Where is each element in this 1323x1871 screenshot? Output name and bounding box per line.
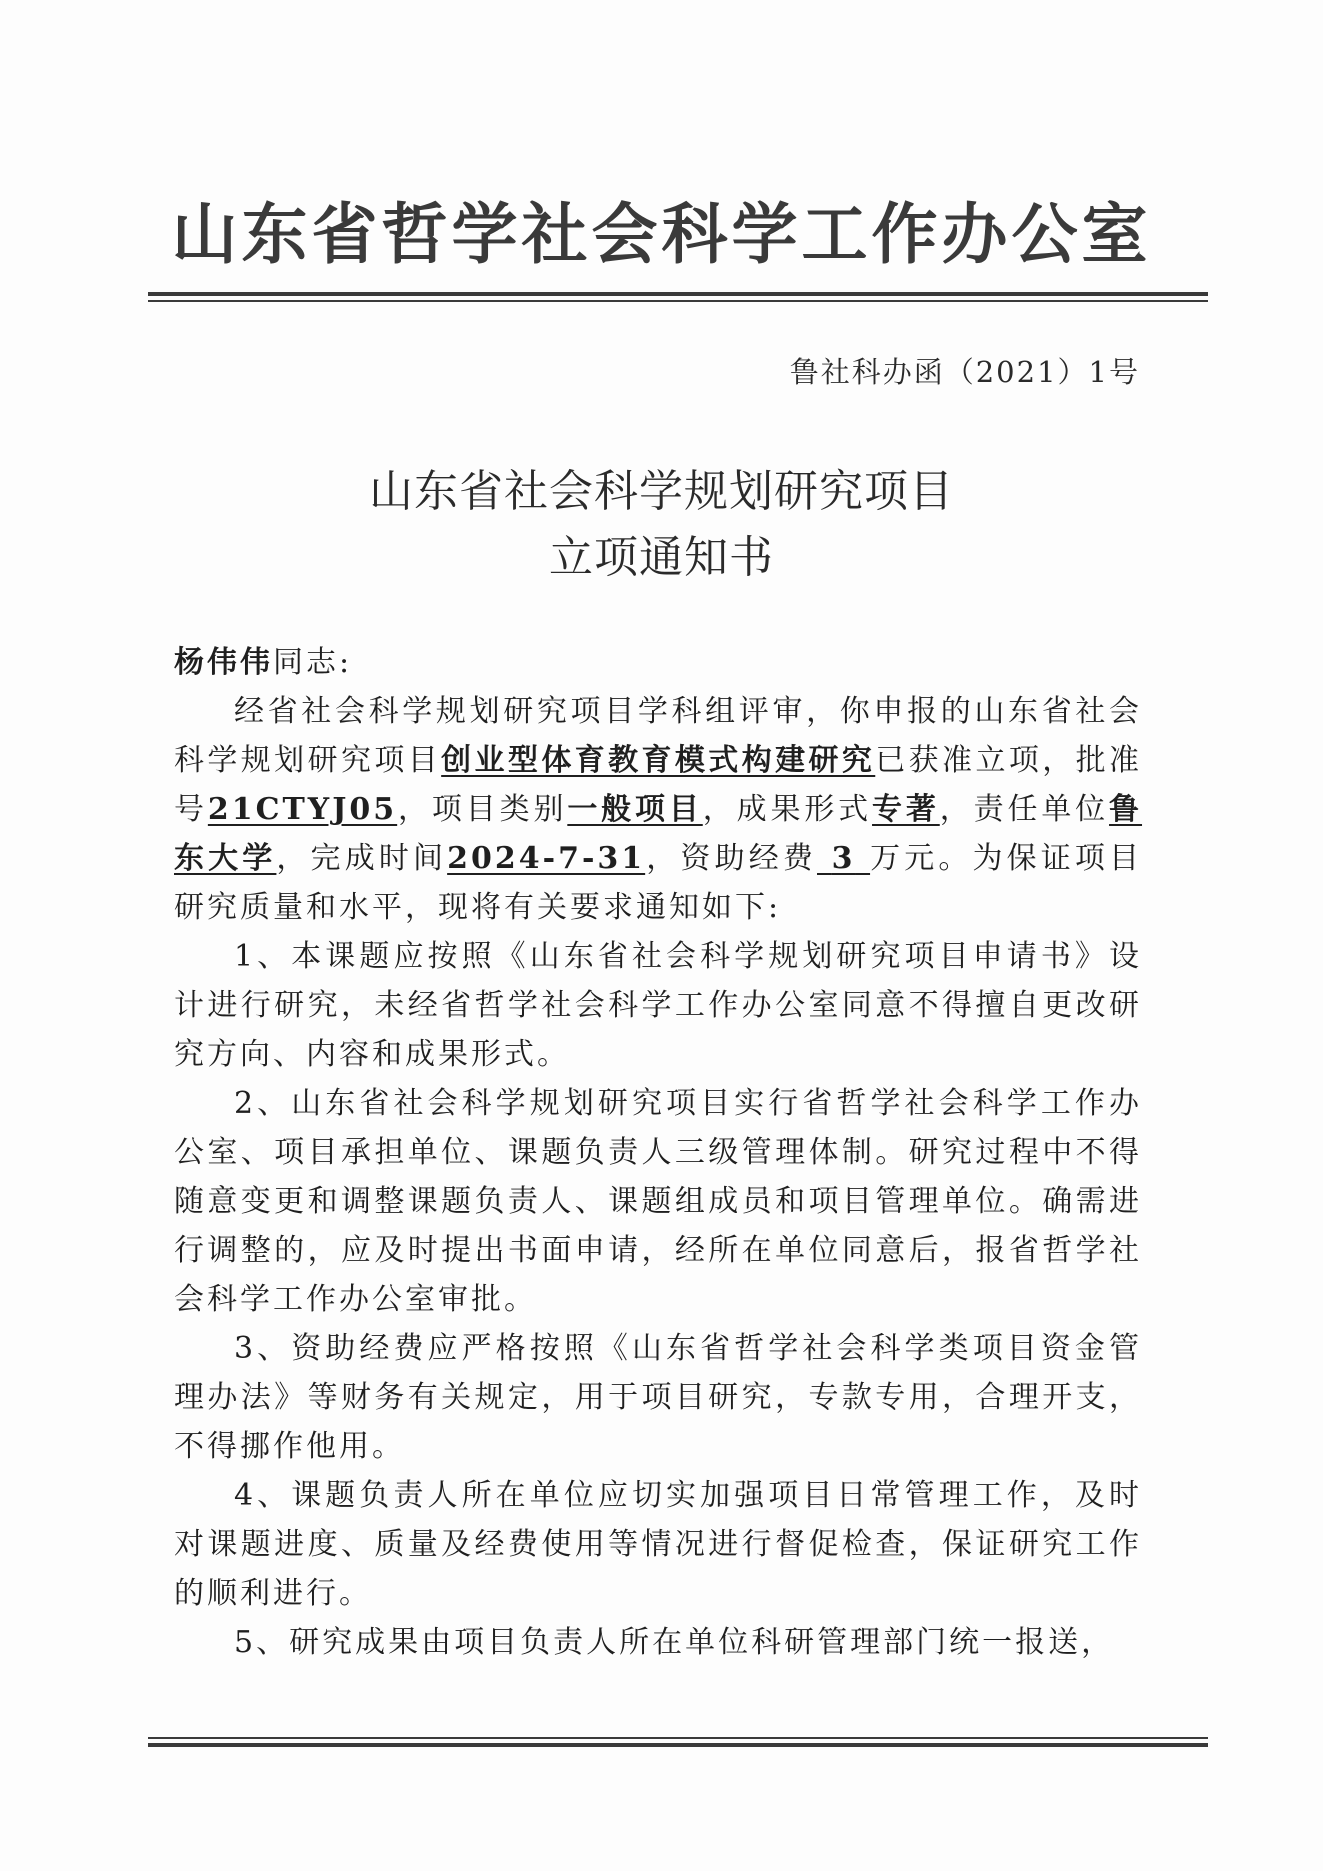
requirement-item: 5、研究成果由项目负责人所在单位科研管理部门统一报送， [234,1625,1115,1660]
requirement-item: 4、课题负责人所在单位应切实加强项目日常管理工作，及时对课题进度、质量及经费使用等情况进行督促检查，保证研究工作的顺利进行。 [174,1478,1142,1611]
project-name: 创业型体育教育模式构建研究 [441,743,876,778]
requirement-item: 1、本课题应按照《山东省社会科学规划研究项目申请书》设计进行研究，未经省哲学社会科学工作办公室同意不得擅自更改研究方向、内容和成果形式。 [174,939,1142,1072]
intro-paragraph [174,687,1142,932]
requirement-item: 3、资助经费应严格按照《山东省哲学社会科学类项目资金管理办法》等财务有关规定，用于项目研究，专款专用，合理开支，不得挪作他用。 [174,1331,1142,1464]
footer-rule-thick [148,1743,1208,1747]
intro-text: ，成果形式 [702,792,873,827]
salutation [174,638,1142,687]
salutation-suffix: 同志: [273,645,353,680]
letterhead-rule-thin [148,300,1208,302]
document-number: 鲁社科办函（2021）1号 [789,355,1140,389]
notice-body [174,638,1142,1667]
responsible-unit: 鲁东大学 [174,792,1143,876]
funding-amount: 3 [831,841,856,876]
completion-deadline: 2024-7-31 [447,841,646,876]
intro-text: 已获准立项，批准号 [174,743,1143,827]
intro-text: ，完成时间 [276,841,448,876]
footer-rule-thin [148,1737,1208,1739]
requirement-item: 2、山东省社会科学规划研究项目实行省哲学社会科学工作办公室、项目承担单位、课题负责人三级管理体制。研究过程中不得随意变更和调整课题负责人、课题组成员和项目管理单位。确需进行调整的，应及时提出书面申请，经所在单位同意后，报省哲学社会科学工作办公室审批。 [174,1086,1142,1317]
letterhead-rule-thick [148,292,1208,296]
project-category: 一般项目 [567,792,703,827]
intro-text: 万元。为保证项目研究质量和水平，现将有关要求通知如下: [174,841,1143,925]
office-letterhead-title: 山东省哲学社会科学工作办公室 [171,196,1152,273]
notice-title-line1: 山东省社会科学规划研究项目 [369,466,954,517]
approval-number: 21CTYJ05 [207,792,398,827]
result-form: 专著 [872,792,940,827]
intro-text: ，责任单位 [939,792,1110,827]
intro-text: ，项目类别 [397,792,568,827]
intro-text: 经省社会科学规划研究项目学科组评审，你申报的山东省社会科学规划研究项目 [174,694,1142,778]
notice-title-line2: 立项通知书 [549,532,774,583]
recipient-name: 杨伟伟 [174,645,273,680]
intro-text: ，资助经费 [645,841,817,876]
